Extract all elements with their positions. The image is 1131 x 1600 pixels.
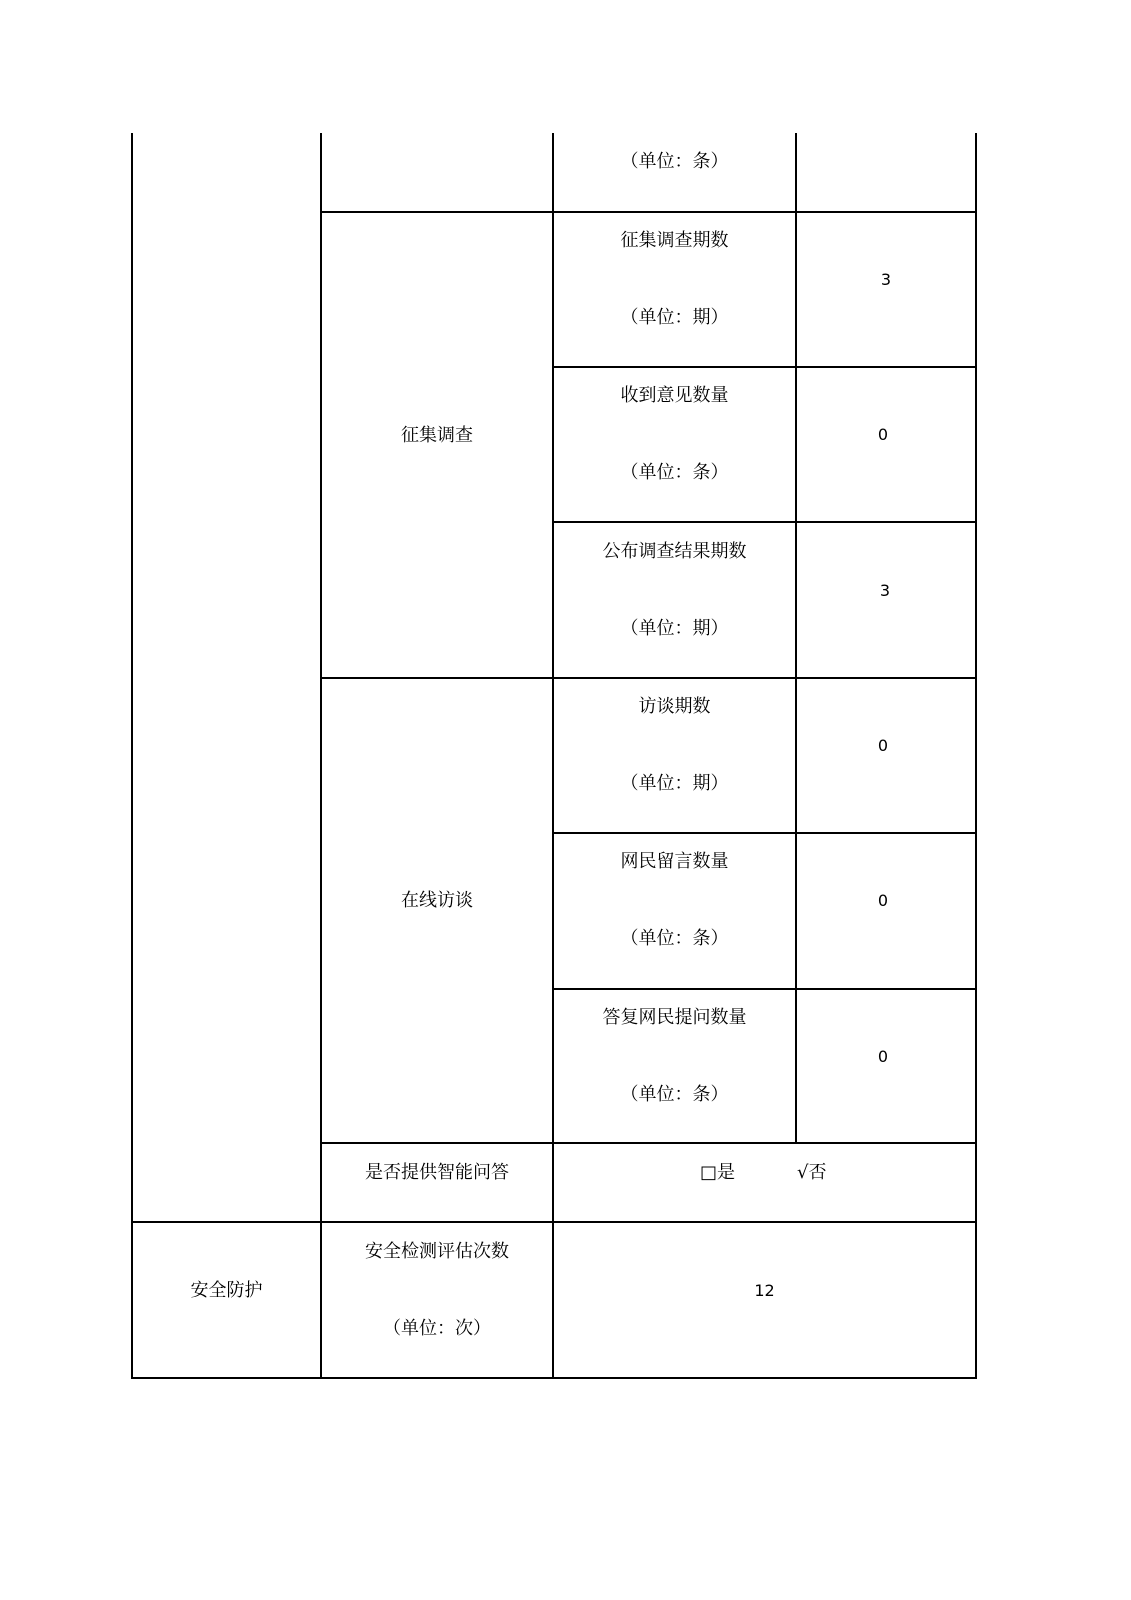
smart-qa-label: 是否提供智能问答 bbox=[365, 1162, 509, 1183]
item-label: 安全检测评估次数 bbox=[365, 1241, 509, 1262]
category-security: 安全防护 bbox=[190, 1280, 263, 1301]
item-value: 12 bbox=[754, 1281, 775, 1300]
table-cell-unit: （单位：条） bbox=[620, 151, 729, 172]
item-unit: （单位：条） bbox=[620, 1084, 729, 1105]
item-label: 答复网民提问数量 bbox=[602, 1007, 747, 1028]
item-unit: （单位：条） bbox=[620, 928, 729, 949]
row-divider bbox=[320, 677, 977, 679]
item-unit: （单位：期） bbox=[620, 618, 729, 639]
smart-qa-option-yes: □是 bbox=[700, 1162, 736, 1183]
row-divider bbox=[552, 832, 977, 834]
row-divider bbox=[552, 988, 977, 990]
item-value: 0 bbox=[877, 1047, 889, 1066]
table-border-right bbox=[975, 133, 977, 1379]
item-label: 网民留言数量 bbox=[620, 851, 729, 872]
item-value: 0 bbox=[877, 736, 889, 755]
item-value: 3 bbox=[879, 581, 891, 600]
item-label: 征集调查期数 bbox=[620, 230, 729, 251]
group-label-survey: 征集调查 bbox=[401, 425, 473, 446]
row-divider bbox=[320, 1142, 977, 1144]
item-value: 0 bbox=[877, 425, 889, 444]
table-border-left bbox=[131, 133, 133, 1379]
row-divider bbox=[552, 521, 977, 523]
item-unit: （单位：次） bbox=[383, 1318, 491, 1339]
row-divider bbox=[552, 366, 977, 368]
smart-qa-option-no: √否 bbox=[797, 1162, 827, 1183]
item-unit: （单位：期） bbox=[620, 307, 729, 328]
row-divider bbox=[131, 1221, 977, 1223]
item-label: 访谈期数 bbox=[638, 696, 711, 717]
item-value: 3 bbox=[880, 270, 892, 289]
item-unit: （单位：条） bbox=[620, 462, 729, 483]
table-col-divider-1 bbox=[320, 133, 322, 1379]
row-divider bbox=[320, 211, 977, 213]
item-label: 收到意见数量 bbox=[620, 385, 729, 406]
group-label-interview: 在线访谈 bbox=[401, 890, 473, 911]
table-border-bottom bbox=[131, 1377, 977, 1379]
item-unit: （单位：期） bbox=[620, 773, 729, 794]
item-label: 公布调查结果期数 bbox=[602, 541, 747, 562]
item-value: 0 bbox=[877, 891, 889, 910]
